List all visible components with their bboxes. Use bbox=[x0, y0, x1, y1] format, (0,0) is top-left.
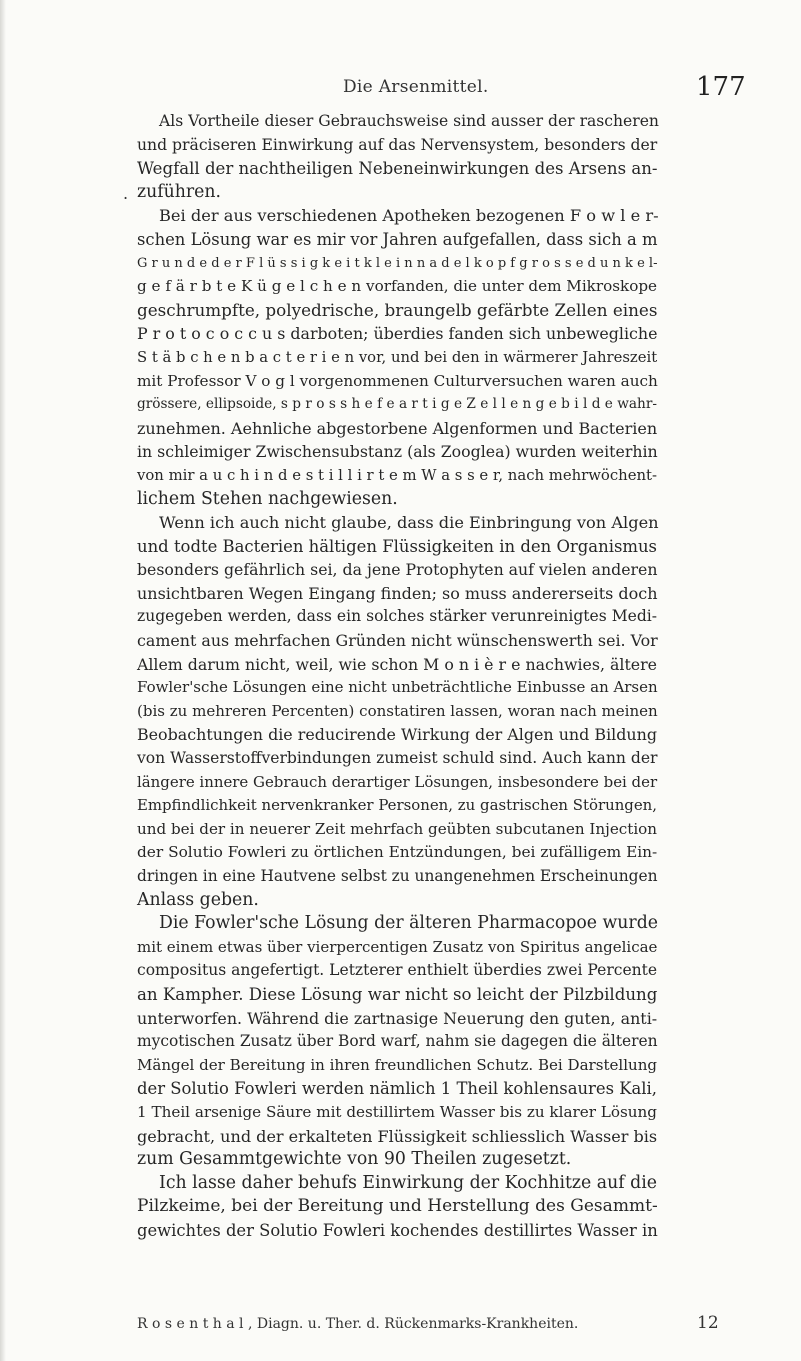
text-line: in schleimiger Zwischensubstanz (als Zooglea) wurden weiterhin bbox=[137, 442, 658, 462]
text-line: und präciseren Einwirkung auf das Nervensystem, besonders der bbox=[137, 135, 658, 154]
text-line: Fowler'sche Lösungen eine nicht unbeträchtliche Einbusse an Arsen bbox=[137, 678, 658, 697]
text-line: unsichtbaren Wegen Eingang finden; so muss andererseits doch bbox=[137, 583, 658, 603]
text-line: von mir a u c h i n d e s t i l l i r t e m W a s s e r, nach mehrwöchent- bbox=[137, 466, 657, 484]
text-line: und todte Bacterien hältigen Flüssigkeiten in den Organismus bbox=[137, 536, 657, 556]
text-line: Wegfall der nachtheiligen Nebeneinwirkungen des Arsens an- bbox=[137, 159, 658, 179]
text-line: (bis zu mehreren Percenten) constatiren lassen, woran nach meinen bbox=[137, 701, 658, 720]
text-line: g e f ä r b t e K ü g e l c h e n vorfanden, die unter dem Mikroskope bbox=[137, 277, 657, 296]
text-line: an Kampher. Diese Lösung war nicht so leicht der Pilzbildung bbox=[137, 984, 658, 1004]
text-line: 1 Theil arsenige Säure mit destillirtem Wasser bis zu klarer Lösung bbox=[137, 1102, 657, 1121]
text-line: P r o t o c o c c u s darboten; überdies fanden sich unbewegliche bbox=[137, 324, 658, 344]
text-line: Als Vortheile dieser Gebrauchsweise sind ausser der rascheren bbox=[159, 112, 659, 130]
text-line: Anlass geben. bbox=[137, 889, 259, 910]
text-line: unterworfen. Während die zartnasige Neuerung den guten, anti- bbox=[137, 1008, 658, 1028]
page-number: 177 bbox=[696, 72, 746, 102]
text-line: schen Lösung war es mir vor Jahren aufgefallen, dass sich a m bbox=[137, 229, 658, 249]
text-line: cament aus mehrfachen Gründen nicht wünschenswerth sei. Vor bbox=[137, 631, 658, 651]
text-line: lichem Stehen nachgewiesen. bbox=[137, 488, 398, 509]
text-line: zugegeben werden, dass ein solches stärker verunreinigtes Medi- bbox=[137, 607, 657, 626]
text-line: S t ä b c h e n b a c t e r i e n vor, und bei den in wärmerer Jahreszeit bbox=[137, 348, 658, 366]
margin-mark: . bbox=[123, 184, 129, 203]
text-line: gewichtes der Solutio Fowleri kochendes destillirtes Wasser in bbox=[137, 1220, 658, 1240]
page-gutter-shadow bbox=[0, 0, 6, 1361]
text-line: besonders gefährlich sei, da jene Protophyten auf vielen anderen bbox=[137, 560, 658, 580]
text-line: Bei der aus verschiedenen Apotheken bezogenen F o w l e r- bbox=[159, 206, 659, 226]
text-line: mit Professor V o g l vorgenommenen Culturversuchen waren auch bbox=[137, 371, 658, 390]
body-text bbox=[137, 110, 657, 1243]
text-line: Pilzkeime, bei der Bereitung und Herstellung des Gesammt- bbox=[137, 1196, 658, 1217]
text-line: Beobachtungen die reducirende Wirkung der Algen und Bildung bbox=[137, 725, 657, 745]
text-line: zum Gesammtgewichte von 90 Theilen zugesetzt. bbox=[137, 1149, 572, 1170]
text-line: gebracht, und der erkalteten Flüssigkeit schliesslich Wasser bis bbox=[137, 1126, 658, 1146]
text-line: mit einem etwas über vierpercentigen Zusatz von Spiritus angelicae bbox=[137, 937, 658, 956]
text-line: Mängel der Bereitung in ihren freundlichen Schutz. Bei Darstellung bbox=[137, 1055, 657, 1074]
text-line: zuführen. bbox=[137, 181, 222, 202]
footer-citation: R o s e n t h a l , Diagn. u. Ther. d. Rückenmarks-Krankheiten. bbox=[137, 1316, 579, 1332]
text-line: zunehmen. Aehnliche abgestorbene Algenformen und Bacterien bbox=[137, 418, 658, 438]
text-line: und bei der in neuerer Zeit mehrfach geübten subcutanen Injection bbox=[137, 819, 657, 838]
text-line: geschrumpfte, polyedrische, braungelb gefärbte Zellen eines bbox=[137, 299, 658, 320]
text-line: dringen in eine Hautvene selbst zu unangenehmen Erscheinungen bbox=[137, 867, 658, 885]
text-line: der Solutio Fowleri zu örtlichen Entzündungen, bei zufälligem Ein- bbox=[137, 843, 658, 862]
text-line: von Wasserstoffverbindungen zumeist schuld sind. Auch kann der bbox=[137, 749, 658, 768]
text-line: compositus angefertigt. Letzterer enthielt überdies zwei Percente bbox=[137, 961, 658, 980]
text-line: der Solutio Fowleri werden nämlich 1 Theil kohlensaures Kali, bbox=[137, 1079, 657, 1099]
signature-mark: 12 bbox=[697, 1313, 719, 1333]
text-line: grössere, ellipsoide, s p r o s s h e f e a r t i g e Z e l l e n g e b i l d e wahr- bbox=[137, 396, 657, 413]
text-line: Ich lasse daher behufs Einwirkung der Kochhitze auf die bbox=[159, 1172, 657, 1193]
text-line: Wenn ich auch nicht glaube, dass die Einbringung von Algen bbox=[159, 513, 659, 533]
running-title: Die Arsenmittel. bbox=[343, 77, 489, 97]
text-line: Allem darum nicht, weil, wie schon M o n i è r e nachwies, ältere bbox=[137, 654, 657, 674]
text-line: Die Fowler'sche Lösung der älteren Pharmacopoe wurde bbox=[159, 913, 658, 934]
text-line: Empfindlichkeit nervenkranker Personen, zu gastrischen Störungen, bbox=[137, 796, 657, 815]
text-line: G r u n d e d e r F l ü s s i g k e i t k l e i n n a d e l k o p f g r o s s e d u n k e l- bbox=[137, 255, 658, 271]
text-line: längere innere Gebrauch derartiger Lösungen, insbesondere bei der bbox=[137, 772, 658, 791]
text-line: mycotischen Zusatz über Bord warf, nahm sie dagegen die älteren bbox=[137, 1032, 658, 1051]
